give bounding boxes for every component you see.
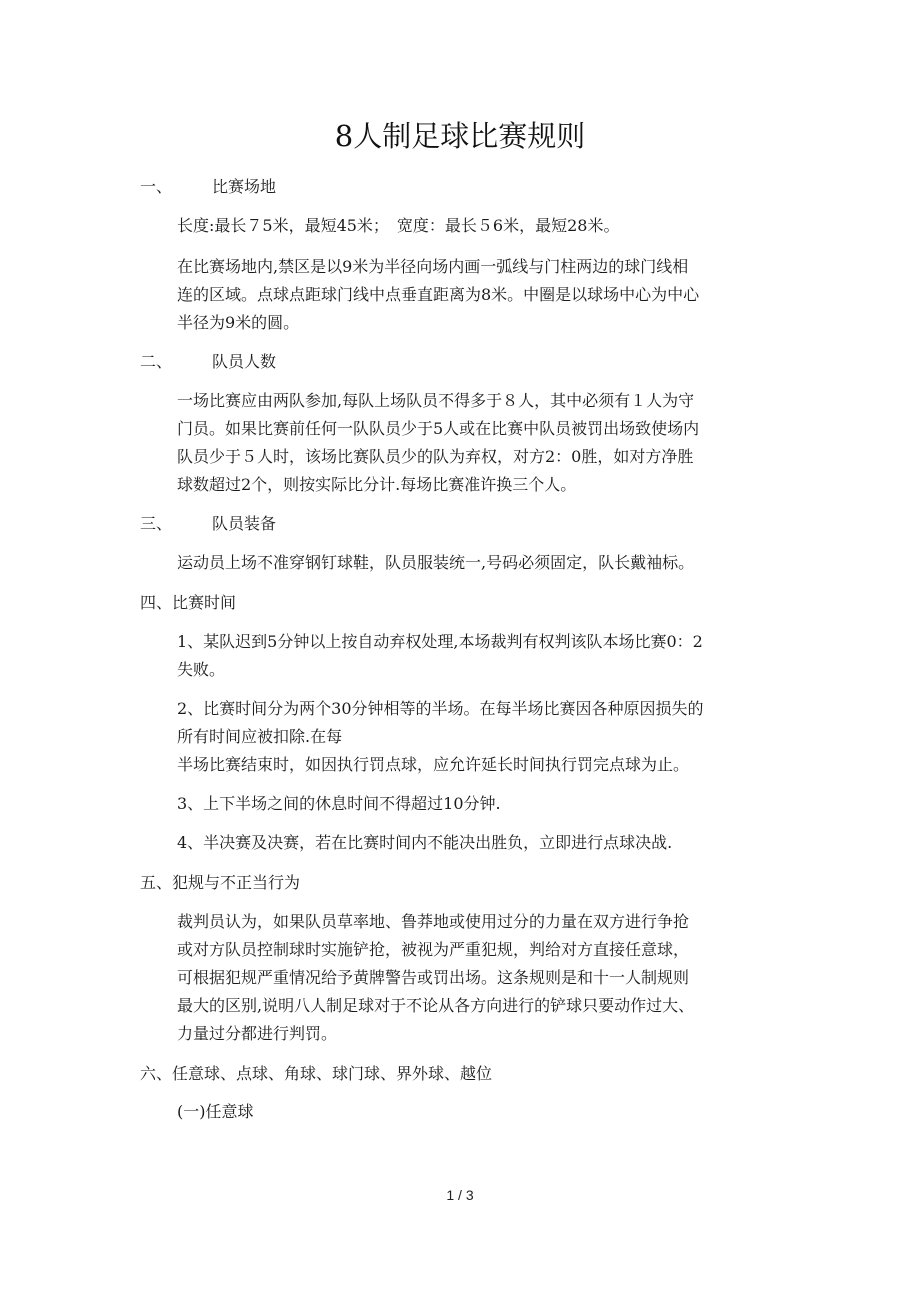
section-heading-kicks [140, 1060, 492, 1088]
section-label: 队员装备 [212, 514, 277, 533]
text-line: 半场比赛结束时，如因执行罚点球，应允许延长时间执行罚完点球为止。 [177, 755, 690, 774]
section-number: 二、 [140, 352, 173, 371]
paragraph-field-area [177, 253, 787, 337]
section-heading-fouls [140, 869, 300, 897]
paragraph-time-2 [177, 695, 787, 779]
text-line: 最大的区别,说明八人制足球对于不论从各方向进行的铲球只要动作过大、 [177, 996, 695, 1015]
paragraph-players [177, 387, 787, 499]
paragraph-field-size [177, 212, 787, 240]
paragraph-time-1 [177, 628, 787, 684]
text-line: 或对方队员控制球时实施铲抢，被视为严重犯规，判给对方直接任意球， [177, 940, 690, 959]
section-heading-equipment [140, 510, 276, 538]
text-line: 运动员上场不准穿钢钉球鞋，队员服装统一,号码必须固定，队长戴袖标。 [177, 553, 695, 572]
section-label: 队员人数 [212, 352, 277, 371]
text-line: 力量过分都进行判罚。 [177, 1024, 338, 1043]
text-line: (一)任意球 [177, 1102, 254, 1121]
text-line: 可根据犯规严重情况给予黄牌警告或罚出场。这条规则是和十一人制规则 [177, 968, 690, 987]
section-label: 比赛场地 [212, 177, 277, 196]
section-number: 一、 [140, 177, 173, 196]
section-heading-field [140, 173, 276, 201]
paragraph-fouls [177, 908, 787, 1048]
text-line: 一场比赛应由两队参加,每队上场队员不得多于８人，其中必须有１人为守 [177, 391, 695, 410]
text-line: 连的区域。点球点距球门线中点垂直距离为8米。中圈是以球场中心为中心 [177, 285, 700, 304]
text-line: 失败。 [177, 660, 226, 679]
section-number: 三、 [140, 514, 173, 533]
text-line: 球数超过2个，则按实际比分计.每场比赛准许换三个人。 [177, 475, 577, 494]
paragraph-time-3 [177, 790, 787, 818]
text-line: 长度:最长７5米，最短45米； 宽度：最长５6米，最短28米。 [177, 216, 620, 235]
page-number: 1 / 3 [446, 1187, 474, 1203]
paragraph-time-4 [177, 829, 787, 857]
subsection-free-kick [177, 1098, 787, 1126]
section-label: 六、任意球、点球、角球、球门球、界外球、越位 [140, 1064, 493, 1083]
text-line: 半径为9米的圆。 [177, 313, 300, 332]
text-line: 裁判员认为，如果队员草率地、鲁莽地或使用过分的力量在双方进行争抢 [177, 912, 690, 931]
text-line: 1、某队迟到5分钟以上按自动弃权处理,本场裁判有权判该队本场比赛0：2 [177, 632, 703, 651]
text-line: 2、比赛时间分为两个30分钟相等的半场。在每半场比赛因各种原因损失的 [177, 699, 704, 718]
text-line: 队员少于５人时，该场比赛队员少的队为弃权，对方2：0胜，如对方净胜 [177, 447, 694, 466]
document-title: 8人制足球比赛规则 [334, 119, 586, 153]
section-heading-players [140, 348, 276, 376]
paragraph-equipment [177, 549, 787, 577]
text-line: 4、半决赛及决赛，若在比赛时间内不能决出胜负，立即进行点球决战. [177, 833, 673, 852]
text-line: 门员。如果比赛前任何一队队员少于5人或在比赛中队员被罚出场致使场内 [177, 419, 700, 438]
section-heading-time [140, 589, 236, 617]
text-line: 在比赛场地内,禁区是以9米为半径向场内画一弧线与门柱两边的球门线相 [177, 257, 689, 276]
section-label: 四、比赛时间 [140, 593, 237, 612]
section-label: 五、犯规与不正当行为 [140, 873, 301, 892]
text-line: 3、上下半场之间的休息时间不得超过10分钟. [177, 794, 501, 813]
text-line: 所有时间应被扣除.在每 [177, 727, 343, 746]
